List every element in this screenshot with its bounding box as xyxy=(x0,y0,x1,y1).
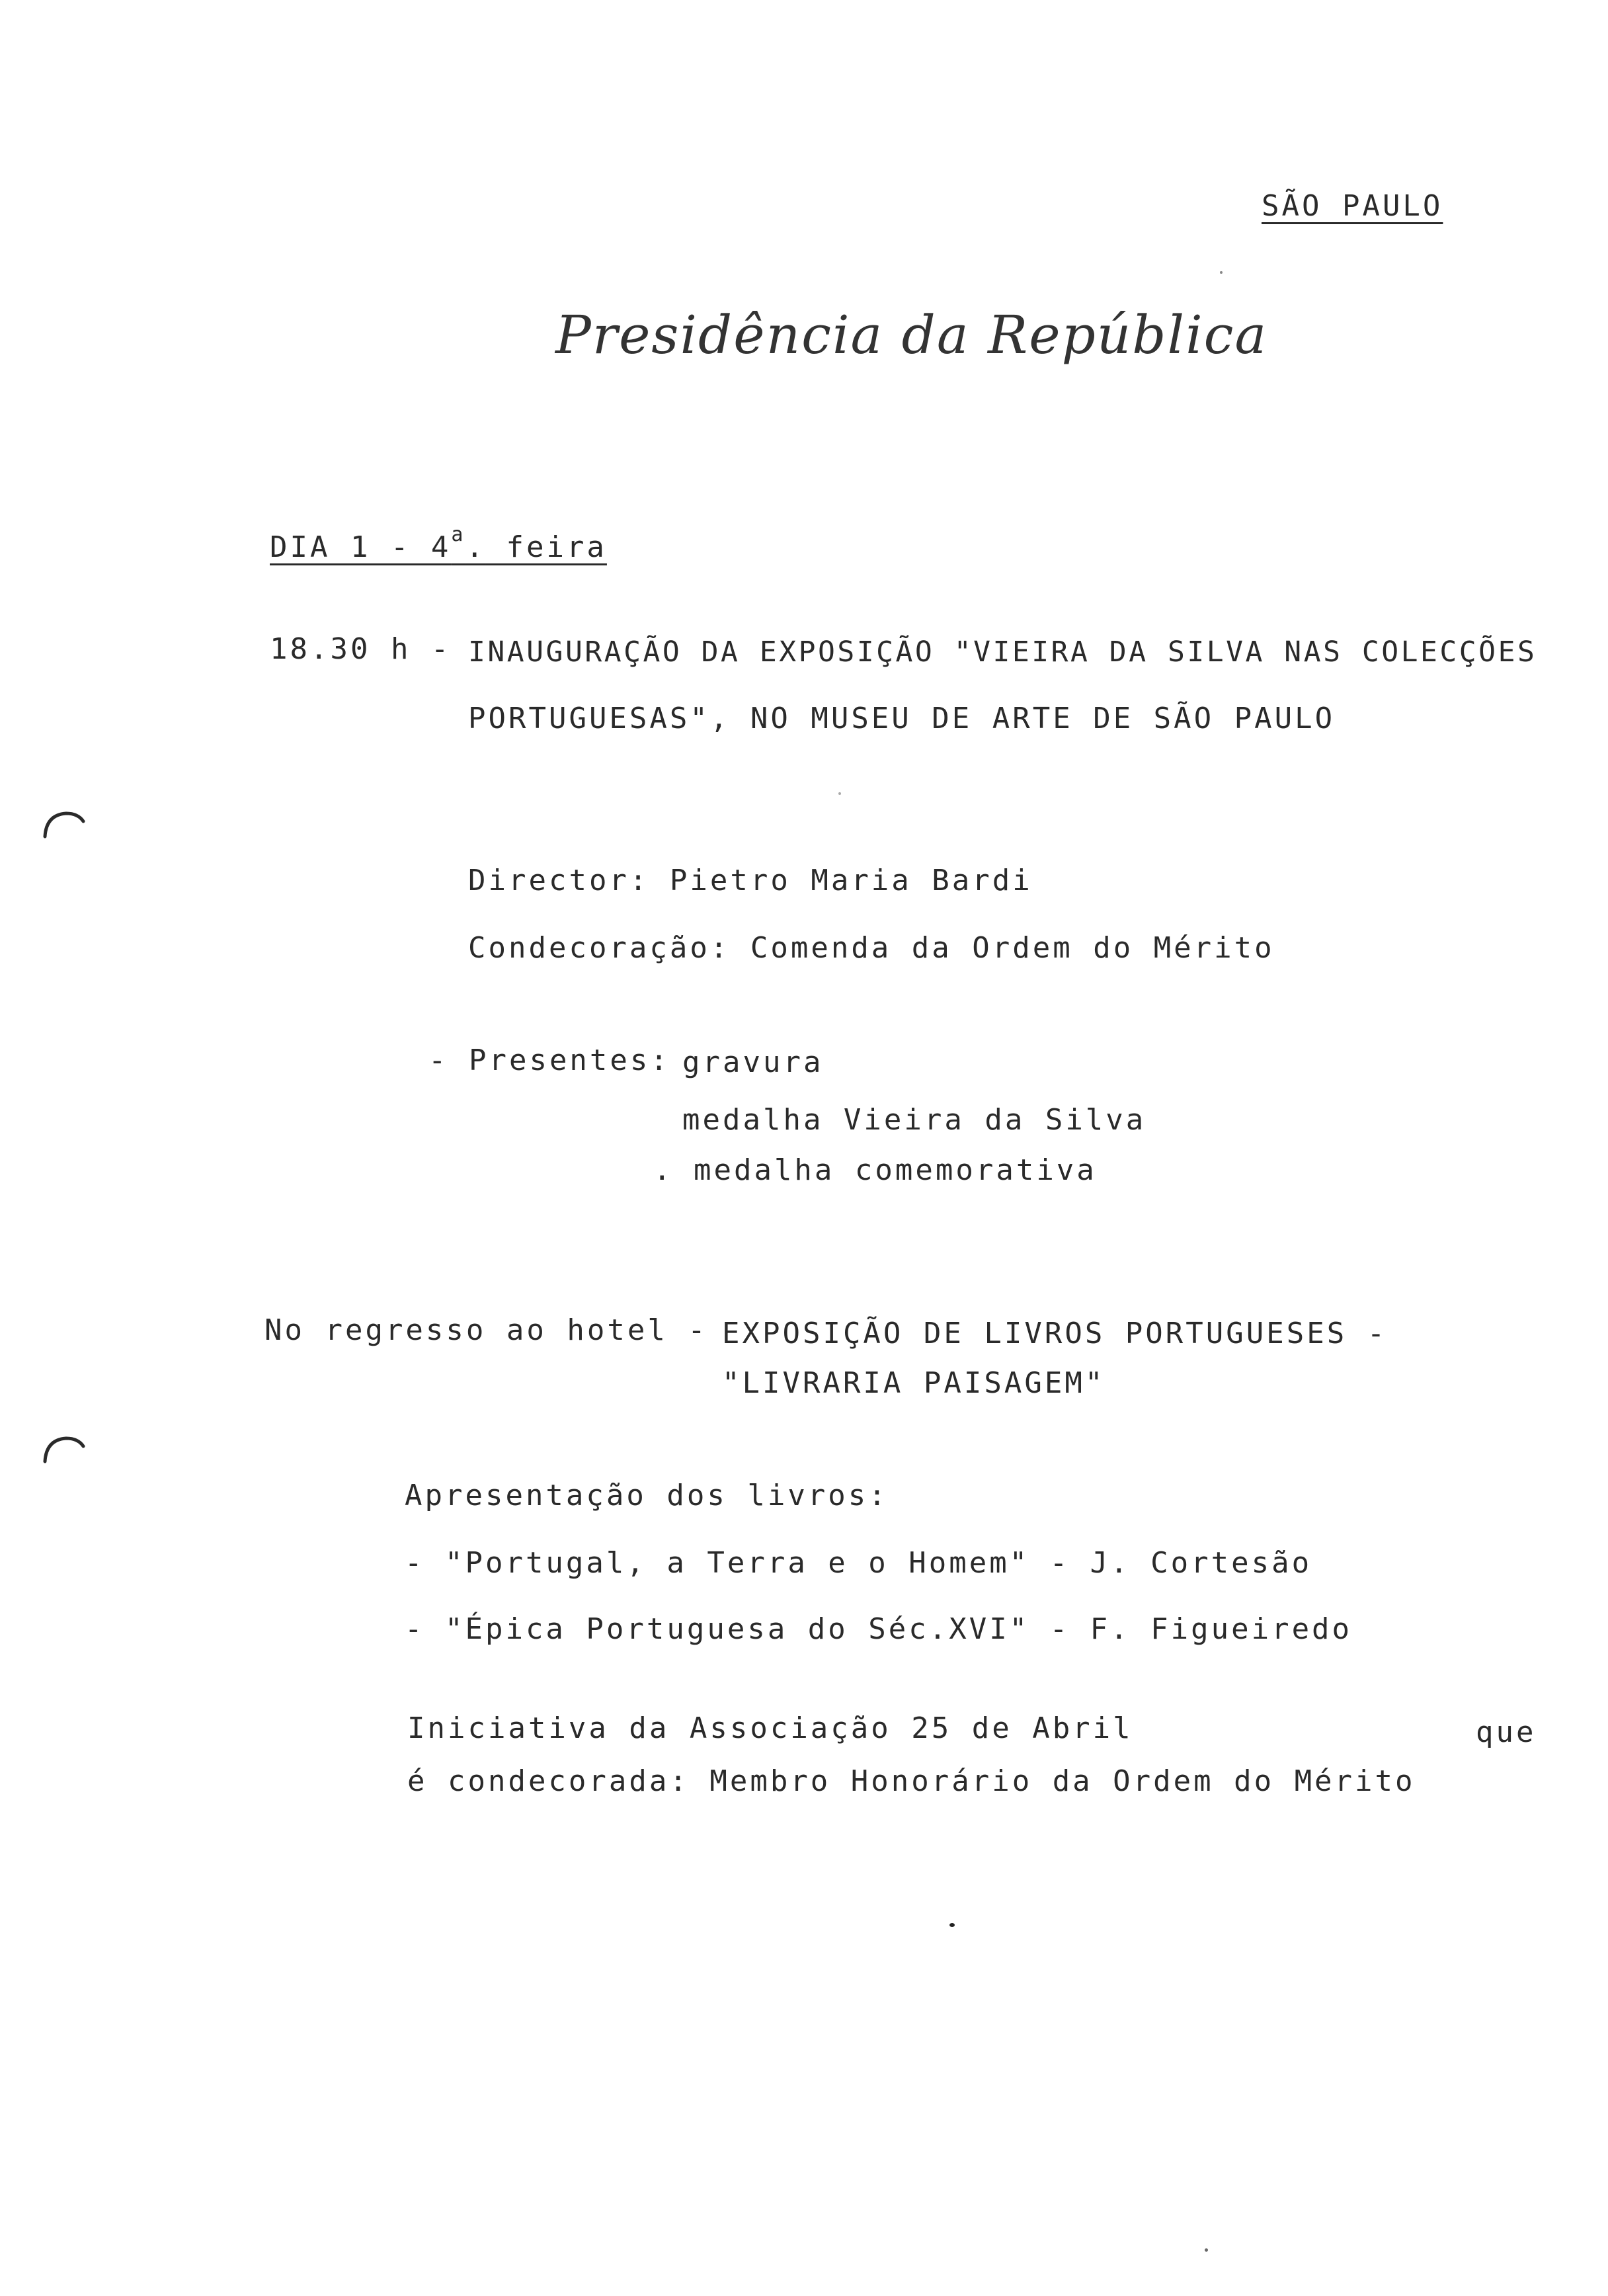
punch-hole-mark xyxy=(40,807,86,840)
books-heading: Apresentação dos livros: xyxy=(405,1479,889,1512)
condecorada-line: é condecorada: Membro Honorário da Ordem do Mérito xyxy=(407,1764,1416,1798)
gift-item: . medalha comemorativa xyxy=(653,1153,1097,1187)
day-label: DIA 1 - 4 xyxy=(270,530,452,564)
event2-title-line1: EXPOSIÇÃO DE LIVROS PORTUGUESES - xyxy=(722,1317,1388,1350)
ink-speck xyxy=(1205,2248,1208,2252)
director-line: Director: Pietro Maria Bardi xyxy=(468,864,1033,897)
ink-speck xyxy=(838,792,841,795)
gifts-label: - Presentes: xyxy=(428,1044,670,1077)
ink-speck xyxy=(1220,271,1223,274)
event1-time: 18.30 h - xyxy=(270,632,471,666)
gift-item: medalha Vieira da Silva xyxy=(682,1103,1146,1137)
event1-title-line1: INAUGURAÇÃO DA EXPOSIÇÃO "VIEIRA DA SILVA NAS COLECÇÕES xyxy=(468,636,1537,669)
book-item: - "Épica Portuguesa do Séc.XVI" - F. Figueiredo xyxy=(405,1612,1353,1646)
event1-title-line2: PORTUGUESAS", NO MUSEU DE ARTE DE SÃO PAULO xyxy=(468,702,1336,735)
weekday: feira xyxy=(485,530,607,564)
initiative-que: que xyxy=(1476,1715,1537,1749)
decoration-line: Condecoração: Comenda da Ordem do Mérito xyxy=(468,931,1275,965)
day-heading xyxy=(270,523,607,564)
initiative-line: Iniciativa da Associação 25 de Abril xyxy=(407,1711,1133,1745)
letterhead-title: Presidência da República xyxy=(555,304,1268,366)
event2-title-line2: "LIVRARIA PAISAGEM" xyxy=(722,1366,1106,1400)
ink-speck xyxy=(949,1923,955,1927)
ordinal-superscript: a xyxy=(451,523,466,546)
gift-item: gravura xyxy=(682,1046,824,1079)
ordinal-dot: . xyxy=(465,530,486,564)
punch-hole-mark xyxy=(40,1432,86,1465)
location-heading: SÃO PAULO xyxy=(1262,189,1443,223)
event2-intro: No regresso ao hotel - xyxy=(264,1313,729,1347)
book-item: - "Portugal, a Terra e o Homem" - J. Cortesão xyxy=(405,1546,1312,1580)
